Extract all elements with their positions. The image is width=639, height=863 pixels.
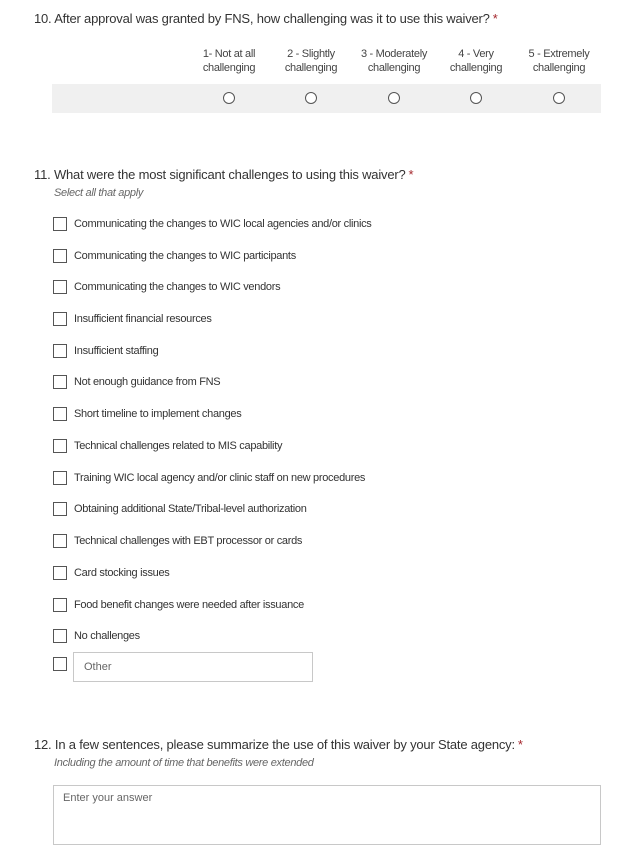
- rating-radio-4[interactable]: [470, 92, 482, 104]
- question-text: In a few sentences, please summarize the use of this waiver by your State agency:: [54, 737, 515, 752]
- checkbox[interactable]: [53, 657, 67, 671]
- checkbox[interactable]: [53, 280, 67, 294]
- scale-label-4: [433, 47, 519, 75]
- checkbox[interactable]: [53, 375, 67, 389]
- answer-textarea[interactable]: [53, 785, 601, 845]
- question-11-hint: Select all that apply: [54, 187, 144, 199]
- question-text: What were the most significant challenges to using this waiver?: [53, 167, 406, 182]
- checkbox-label: Insufficient financial resources: [74, 313, 212, 325]
- checkbox-label: Communicating the changes to WIC vendors: [74, 281, 281, 293]
- scale-label-line: 5 - Extremely: [528, 48, 590, 60]
- rating-radio-1[interactable]: [223, 92, 235, 104]
- scale-label-line: challenging: [202, 62, 256, 74]
- checkbox-label: Training WIC local agency and/or clinic staff on new procedures: [74, 472, 366, 484]
- checkbox-label: Short timeline to implement changes: [74, 408, 242, 420]
- scale-label-line: 1- Not at all: [202, 48, 256, 60]
- question-number: 12.: [34, 737, 52, 752]
- question-12-hint: Including the amount of time that benefits were extended: [54, 757, 314, 769]
- checkbox[interactable]: [53, 439, 67, 453]
- scale-label-line: challenging: [367, 62, 421, 74]
- required-asterisk: *: [408, 167, 414, 182]
- checkbox-label: Technical challenges related to MIS capability: [74, 440, 283, 452]
- required-asterisk: *: [517, 737, 523, 752]
- checkbox[interactable]: [53, 249, 67, 263]
- checkbox[interactable]: [53, 344, 67, 358]
- checkbox[interactable]: [53, 471, 67, 485]
- question-10-title: [34, 11, 498, 26]
- scale-label-2: [268, 47, 354, 75]
- question-11-title: [34, 167, 413, 182]
- checkbox-label: Technical challenges with EBT processor or cards: [74, 535, 303, 547]
- checkbox-label: Not enough guidance from FNS: [74, 376, 221, 388]
- required-asterisk: *: [492, 11, 498, 26]
- scale-label-5: [516, 47, 602, 75]
- scale-label-1: [186, 47, 272, 75]
- question-12-title: [34, 737, 523, 752]
- scale-label-line: 4 - Very: [458, 48, 494, 60]
- question-number: 10.: [34, 11, 52, 26]
- checkbox-label: No challenges: [74, 630, 140, 642]
- checkbox-label: Insufficient staffing: [74, 345, 159, 357]
- scale-label-line: 2 - Slightly: [287, 48, 335, 60]
- rating-scale-row: [52, 84, 601, 113]
- checkbox[interactable]: [53, 566, 67, 580]
- scale-label-line: 3 - Moderately: [360, 48, 428, 60]
- rating-radio-3[interactable]: [388, 92, 400, 104]
- scale-label-line: challenging: [284, 62, 338, 74]
- checkbox[interactable]: [53, 534, 67, 548]
- checkbox-label: Obtaining additional State/Tribal-level authorization: [74, 503, 307, 515]
- scale-label-line: challenging: [532, 62, 586, 74]
- question-number: 11.: [34, 167, 51, 182]
- checkbox-label: Food benefit changes were needed after issuance: [74, 599, 304, 611]
- checkbox[interactable]: [53, 407, 67, 421]
- checkbox-label: Communicating the changes to WIC local agencies and/or clinics: [74, 218, 372, 230]
- other-text-input[interactable]: [73, 652, 313, 682]
- scale-label-3: [351, 47, 437, 75]
- rating-radio-2[interactable]: [305, 92, 317, 104]
- checkbox[interactable]: [53, 502, 67, 516]
- checkbox[interactable]: [53, 217, 67, 231]
- rating-radio-5[interactable]: [553, 92, 565, 104]
- checkbox[interactable]: [53, 598, 67, 612]
- checkbox-label: Communicating the changes to WIC participants: [74, 250, 296, 262]
- checkbox[interactable]: [53, 629, 67, 643]
- scale-label-line: challenging: [449, 62, 503, 74]
- checkbox-label: Card stocking issues: [74, 567, 170, 579]
- checkbox[interactable]: [53, 312, 67, 326]
- question-text: After approval was granted by FNS, how challenging was it to use this waiver?: [54, 11, 490, 26]
